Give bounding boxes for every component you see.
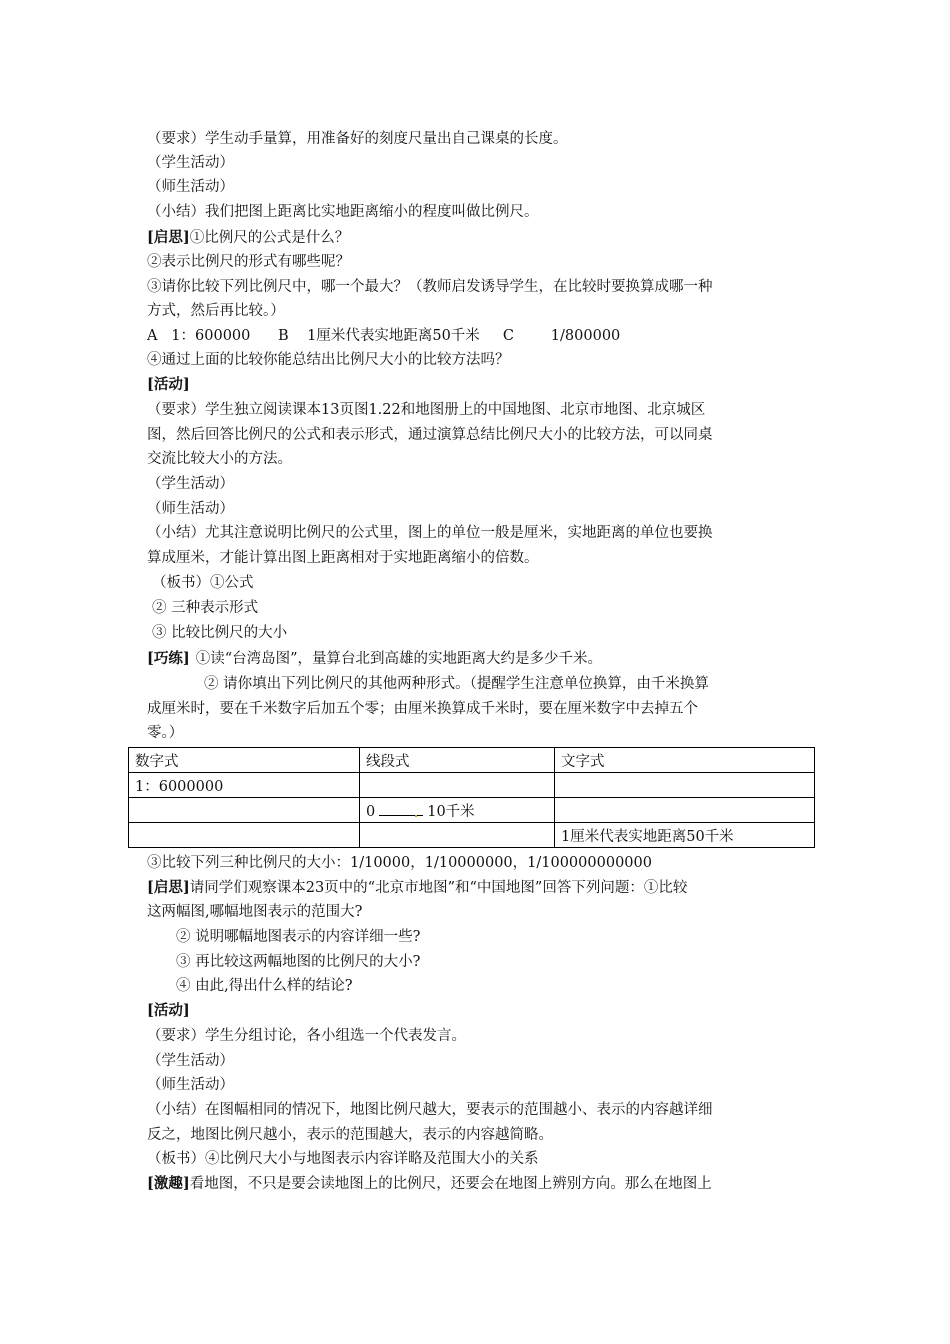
segment-end-label: 10千米 xyxy=(427,803,475,820)
section-tag: [活动] xyxy=(147,1002,190,1019)
table-cell xyxy=(360,798,555,823)
paragraph-line: （师生活动） xyxy=(147,501,234,517)
paragraph-line xyxy=(147,1172,712,1196)
line-text: ①读“台湾岛图”，量算台北到高雄的实地距离大约是多少千米。 xyxy=(195,651,603,667)
scale-table xyxy=(128,747,815,848)
paragraph-line: （学生活动） xyxy=(147,155,234,171)
paragraph-line: ③比较下列三种比例尺的大小：1/10000，1/10000000，1/100000000000 xyxy=(147,855,652,871)
paragraph-line: ② 说明哪幅地图表示的内容详细一些? xyxy=(176,929,421,945)
line-text: 看地图，不只是要会读地图上的比例尺，还要会在地图上辨别方向。那么在地图上 xyxy=(189,1176,712,1192)
section-tag: [巧练] xyxy=(147,650,190,667)
paragraph-line: （学生活动） xyxy=(147,476,234,492)
paragraph-line: ④ 由此,得出什么样的结论? xyxy=(176,978,353,994)
paragraph-line: （板书）④比例尺大小与地图表示内容详略及范围大小的关系 xyxy=(147,1151,539,1167)
paragraph-line: （小结）我们把图上距离比实地距离缩小的程度叫做比例尺。 xyxy=(147,204,539,220)
paragraph-line: 图，然后回答比例尺的公式和表示形式，通过演算总结比例尺大小的比较方法，可以同桌 xyxy=(147,427,713,443)
scale-bar-line xyxy=(379,802,423,816)
line-text: ①比例尺的公式是什么？ xyxy=(189,230,350,246)
table-cell xyxy=(129,823,360,848)
table-cell xyxy=(555,798,815,823)
paragraph-line: ② 三种表示形式 xyxy=(152,600,259,616)
table-row xyxy=(129,823,815,848)
paragraph-line xyxy=(147,226,349,250)
line-text: 请同学们观察课本23页中的“北京市地图”和“中国地图”回答下列问题：①比较 xyxy=(189,880,688,896)
paragraph-line: （师生活动） xyxy=(147,1077,234,1093)
paragraph-line: 成厘米时，要在千米数字后加五个零；由厘米换算成千米时，要在厘米数字中去掉五个 xyxy=(147,701,698,717)
table-cell: 1：6000000 xyxy=(129,773,360,798)
table-cell: 1厘米代表实地距离50千米 xyxy=(555,823,815,848)
table-cell xyxy=(555,773,815,798)
paragraph-line: （小结）尤其注意说明比例尺的公式里，图上的单位一般是厘米，实地距离的单位也要换 xyxy=(147,525,713,541)
section-tag: [启思] xyxy=(147,229,190,246)
paragraph-line xyxy=(147,876,687,900)
table-header-cell: 文字式 xyxy=(555,748,815,773)
table-row xyxy=(129,773,815,798)
paragraph-line: 算成厘米，才能计算出图上距离相对于实地距离缩小的倍数。 xyxy=(147,550,539,566)
section-tag: [活动] xyxy=(147,376,190,393)
table-header-row xyxy=(129,748,815,773)
paragraph-line: ②表示比例尺的形式有哪些呢？ xyxy=(147,254,350,270)
paragraph-line: ② 请你填出下列比例尺的其他两种形式。（提醒学生注意单位换算，由千米换算 xyxy=(204,676,709,692)
paragraph-line: （小结）在图幅相同的情况下，地图比例尺越大，要表示的范围越小、表示的内容越详细 xyxy=(147,1102,713,1118)
paragraph-line: 这两幅图,哪幅地图表示的范围大? xyxy=(147,904,363,920)
paragraph-line: （学生活动） xyxy=(147,1053,234,1069)
table-row xyxy=(129,798,815,823)
paragraph-line: 交流比较大小的方法。 xyxy=(147,451,292,467)
paragraph-line: （师生活动） xyxy=(147,179,234,195)
table-cell xyxy=(360,823,555,848)
paragraph-line: 反之，地图比例尺越小，表示的范围越大，表示的内容越简略。 xyxy=(147,1127,553,1143)
table-header-cell: 数字式 xyxy=(129,748,360,773)
paragraph-line: ④通过上面的比较你能总结出比例尺大小的比较方法吗？ xyxy=(147,352,510,368)
paragraph-line: A 1：600000 B 1厘米代表实地距离50千米 C 1/800000 xyxy=(147,328,621,344)
paragraph-line: 方式，然后再比较。） xyxy=(147,303,285,319)
paragraph-line: ③请你比较下列比例尺中，哪一个最大？（教师启发诱导学生，在比较时要换算成哪一种 xyxy=(147,279,713,295)
section-tag: [激趣] xyxy=(147,1175,190,1192)
paragraph-line: （要求）学生动手量算，用准备好的刻度尺量出自己课桌的长度。 xyxy=(147,131,568,147)
paragraph-line xyxy=(147,647,602,671)
paragraph-line: （要求）学生分组讨论，各小组选一个代表发言。 xyxy=(147,1028,466,1044)
table-cell xyxy=(360,773,555,798)
paragraph-line: （要求）学生独立阅读课本13页图1.22和地图册上的中国地图、北京市地图、北京城区 xyxy=(147,402,706,418)
table-header-cell: 线段式 xyxy=(360,748,555,773)
paragraph-line: ③ 再比较这两幅地图的比例尺的大小? xyxy=(176,954,421,970)
paragraph-line: 零。） xyxy=(147,725,184,741)
section-tag: [启思] xyxy=(147,879,190,896)
segment-start-label: 0 xyxy=(366,803,376,820)
paragraph-line: （板书）①公式 xyxy=(152,575,254,591)
table-cell xyxy=(129,798,360,823)
paragraph-line: ③ 比较比例尺的大小 xyxy=(152,625,288,641)
